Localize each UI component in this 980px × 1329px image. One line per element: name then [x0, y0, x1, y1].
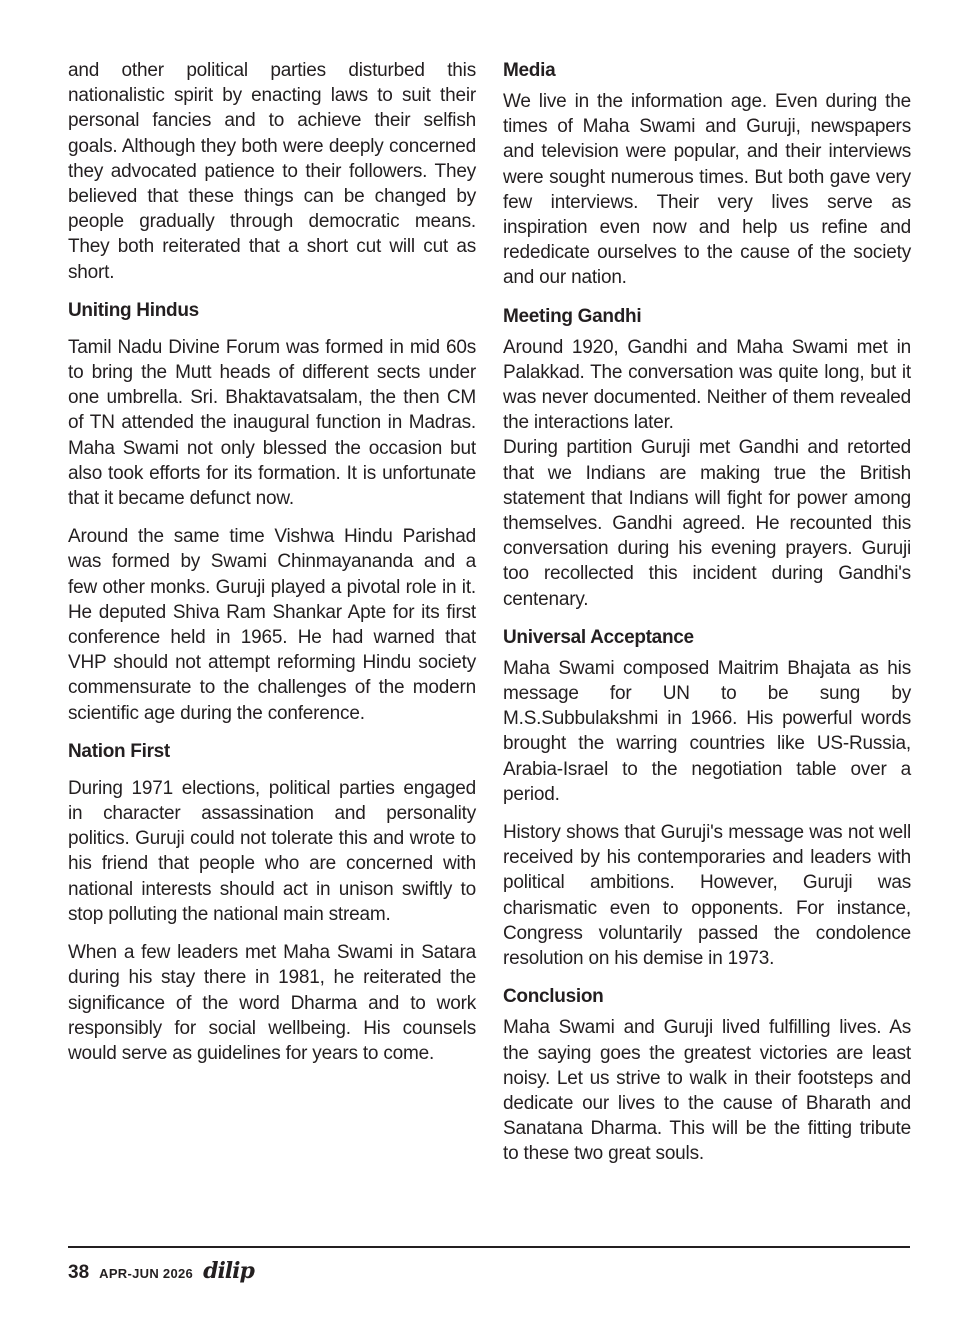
paragraph: Tamil Nadu Divine Forum was formed in mid 60s to bring the Mutt heads of different sects under one umbrella. Sri. Bhaktavatsalam, the then CM of TN attended the inaugural function in Madras. Maha Swami not only blessed the occasion but also took efforts for its formation. It is unfortunate that it became defunct now.: [68, 336, 476, 510]
page-number: 38: [68, 1262, 90, 1283]
paragraph: When a few leaders met Maha Swami in Satara during his stay there in 1981, he reiterated the significance of the word Dharma and to work responsibly for social wellbeing. His counsels would serve as guidelines for years to come.: [68, 942, 476, 1064]
paragraph: During partition Guruji met Gandhi and retorted that we Indians are making true the British statement that Indians will fight for power among themselves. Gandhi agreed. He recounted this conversation during his evening prayers. Guruji too recollected this incident during Gandhi's centenary.: [503, 437, 911, 610]
intro-paragraph: and other political parties disturbed this nationalistic spirit by enacting laws to suit their personal fancies and to achieve their selfish goals. Although they both were deeply concerned they advocated patience to their followers. They believed that these things can be changed by people gradually through democratic means. They both reiterated that a short cut will cut as short.: [68, 60, 476, 283]
page-footer: [68, 1258, 254, 1284]
paragraph: Maha Swami composed Maitrim Bhajata as his message for UN to be sung by M.S.Subbulakshmi in 1966. His powerful words brought the warring countries like US-Russia, Arabia-Israel to the negotiation table over a period.: [503, 657, 911, 805]
paragraph: We live in the information age. Even during the times of Maha Swami and Guruji, newspapers and television were popular, and their interviews were sought numerous times. But both gave very few interviews. Their very lives serve as inspiration even now and help us refine and rededicate ourselves to the cause of the society and our nation.: [503, 91, 911, 289]
footer-divider: [68, 1246, 910, 1248]
paragraph: During 1971 elections, political parties engaged in character assassination and personality politics. Guruji could not tolerate this and wrote to his friend that people who are concerned with national interests should act in unison swiftly to stop polluting the national main stream.: [68, 777, 476, 925]
paragraph: History shows that Guruji's message was not well received by his contemporaries and leaders with political ambitions. However, Guruji was charismatic even to opponents. For instance, Congress voluntarily passed the condolence resolution on his demise in 1973.: [503, 822, 911, 970]
issue-date: APR-JUN 2026: [99, 1266, 194, 1281]
right-column: [503, 58, 911, 1180]
heading-meeting-gandhi: Meeting Gandhi: [503, 305, 642, 327]
magazine-logo: dilip: [203, 1258, 254, 1284]
heading-conclusion: Conclusion: [503, 986, 604, 1008]
heading-media: Media: [503, 60, 556, 81]
paragraph: Around the same time Vishwa Hindu Parishad was formed by Swami Chinmayananda and a few other monks. Guruji played a pivotal role in it. He deputed Shiva Ram Shankar Apte for its first conference held in 1965. He had warned that VHP should not attempt reforming Hindu society commensurate to the challenges of the modern scientific age during the conference.: [68, 526, 476, 724]
heading-universal-acceptance: Universal Acceptance: [503, 626, 694, 648]
heading-uniting-hindus: Uniting Hindus: [68, 299, 199, 321]
left-column: [68, 58, 476, 1079]
paragraph: Around 1920, Gandhi and Maha Swami met in Palakkad. The conversation was quite long, but it was never documented. Neither of them revealed the interactions later.: [503, 336, 911, 434]
paragraph: Maha Swami and Guruji lived fulfilling lives. As the saying goes the greatest victories are least noisy. Let us strive to walk in their footsteps and dedicate our lives to the cause of Bharath and Sanatana Dharma. This will be the fitting tribute to these two great souls.: [503, 1017, 911, 1165]
heading-nation-first: Nation First: [68, 740, 170, 762]
